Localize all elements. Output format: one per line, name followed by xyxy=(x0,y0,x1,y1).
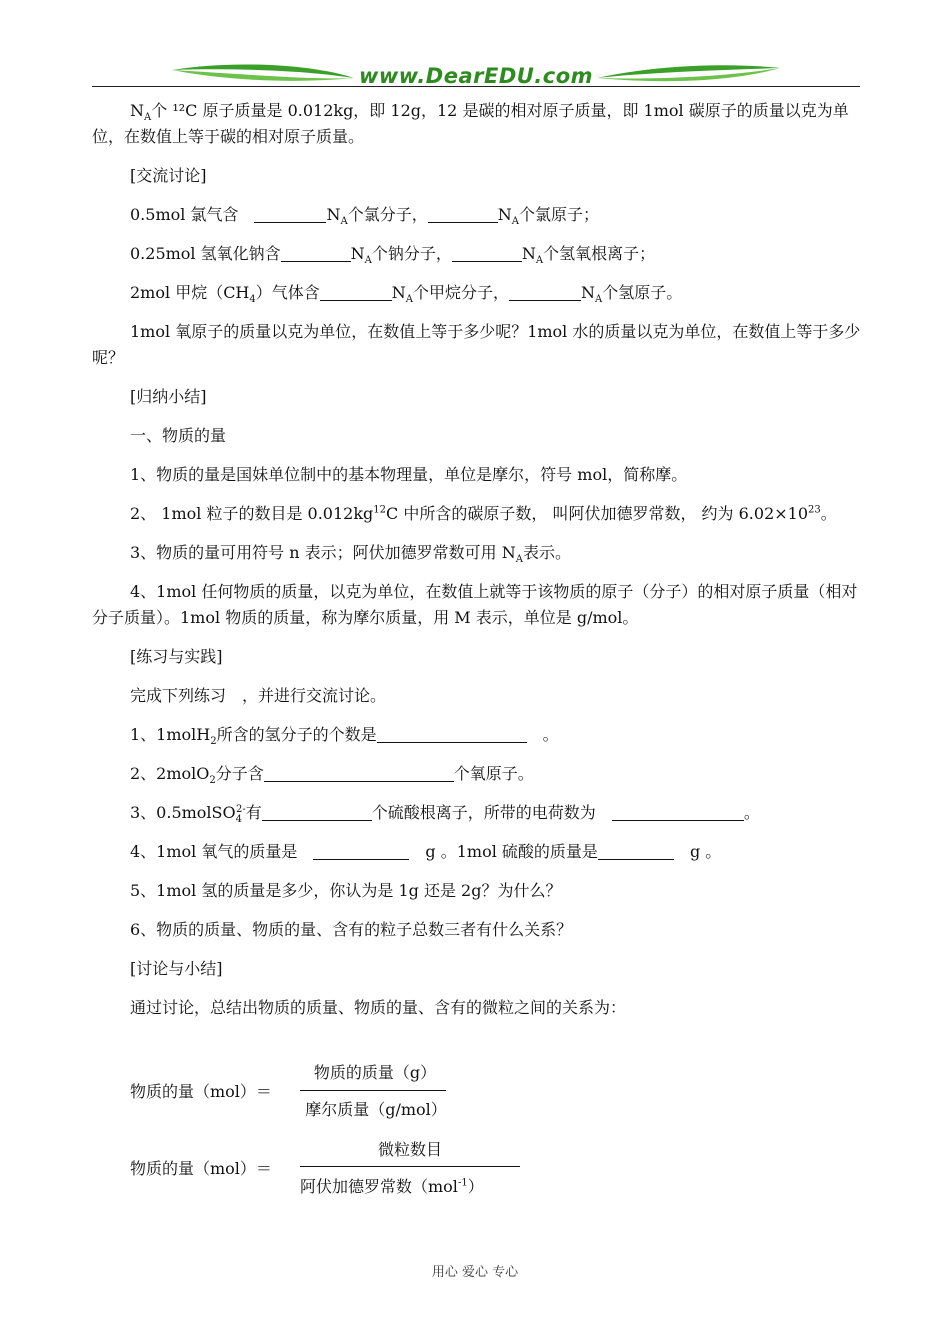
exercise-3: 3、0.5molSO$_4^{2-}$有 个硫酸根离子，所带的电荷数为 。 xyxy=(130,803,760,826)
formula-numerator: 物质的质量（g） xyxy=(313,1063,437,1082)
answer-blank xyxy=(452,243,522,262)
fraction-bar xyxy=(300,1166,520,1167)
section-title: 一、物质的量 xyxy=(130,426,227,445)
heading-conclusion: [讨论与小结] xyxy=(130,959,223,978)
formula-moles-from-particles xyxy=(130,1156,272,1179)
site-logo-banner xyxy=(92,58,860,98)
exercise-4: 4、1mol 氧气的质量是 g 。1mol 硫酸的质量是 g 。 xyxy=(130,842,722,861)
formula-numerator: 微粒数目 xyxy=(377,1140,442,1159)
logo-text: www.DearEDU.com xyxy=(358,64,594,88)
answer-blank xyxy=(254,204,326,223)
formula-moles-from-mass xyxy=(130,1079,272,1102)
heading-practice: [练习与实践] xyxy=(130,647,223,666)
summary-item-2: 2、 1mol 粒子的数目是 $0.012kg^{12}C$ 中所含的碳原子数， 叫阿伏加德罗常数， 约为 $6.02\times 10^{23}$。 xyxy=(130,504,837,523)
summary-item-1: 1、物质的量是国妹单位制中的基本物理量，单位是摩尔，符号 mol，简称摩。 xyxy=(130,465,688,484)
heading-summary: [归纳小结] xyxy=(130,387,207,406)
answer-blank xyxy=(598,841,674,860)
practice-intro: 完成下列练习 ，并进行交流讨论。 xyxy=(130,686,387,705)
conclusion-text: 通过讨论，总结出物质的质量、物质的量、含有的微粒之间的关系为： xyxy=(130,998,627,1017)
answer-blank xyxy=(428,204,498,223)
summary-item-3: 3、物质的量可用符号 n 表示；阿伏加德罗常数可用 $N_A$表示。 xyxy=(130,543,571,566)
summary-item-4: 4、1mol 任何物质的质量，以克为单位，在数值上就等于该物质的原子（分子）的相对原子质量（相对分子质量）。1mol 物质的质量，称为摩尔质量，用 M 表示，单位是 g/mol。 xyxy=(92,582,858,627)
answer-blank xyxy=(509,282,581,301)
question-oxygen-water-mass: 1mol 氧原子的质量以克为单位，在数值上等于多少呢？1mol 水的质量以克为单位，在数值上等于多少呢？ xyxy=(92,322,861,367)
formula-left: 物质的量（mol）＝ xyxy=(130,1082,272,1101)
document-body xyxy=(92,98,862,1034)
exercise-5: 5、1mol 氢的质量是多少，你认为是 1g 还是 2g？为什么？ xyxy=(130,881,562,900)
answer-blank xyxy=(612,802,744,821)
question-chlorine: 0.5mol 氯气含 $N_A$个氯分子， $N_A$个氯原子； xyxy=(130,205,599,228)
formula-denominator: 阿伏加德罗常数（mol$^{-1}$） xyxy=(300,1177,484,1196)
page-footer: 用心 爱心 专心 xyxy=(431,1265,519,1280)
question-sodium-hydroxide: 0.25mol 氢氧化钠含 $N_A$个钠分子， $N_A$个氢氧根离子； xyxy=(130,244,656,267)
heading-discussion: [交流讨论] xyxy=(130,166,207,185)
exercise-1: 1、1molH$_2$所含的氢分子的个数是 。 xyxy=(130,725,559,748)
exercise-2: 2、2molO$_2$分子含 个氧原子。 xyxy=(130,764,534,787)
paragraph-na-definition: $N_A$个 ¹²C 原子质量是 0.012kg，即 12g，12 是碳的相对原子质量，即 1mol 碳原子的质量以克为单位，在数值上等于碳的相对原子质量。 xyxy=(92,101,849,146)
question-methane: 2mol 甲烷$(CH_4)$气体含 $N_A$个甲烷分子， $N_A$个氢原子。 xyxy=(130,283,683,306)
header-divider xyxy=(92,86,860,87)
answer-blank xyxy=(281,243,351,262)
answer-blank xyxy=(262,802,372,821)
formula-left: 物质的量（mol）＝ xyxy=(130,1159,272,1178)
answer-blank xyxy=(313,841,409,860)
exercise-6: 6、物质的质量、物质的量、含有的粒子总数三者有什么关系？ xyxy=(130,920,573,939)
fraction-bar xyxy=(300,1090,446,1091)
answer-blank xyxy=(320,282,392,301)
answer-blank xyxy=(377,724,527,743)
formula-denominator: 摩尔质量（g/mol） xyxy=(305,1100,447,1119)
answer-blank xyxy=(264,763,454,782)
